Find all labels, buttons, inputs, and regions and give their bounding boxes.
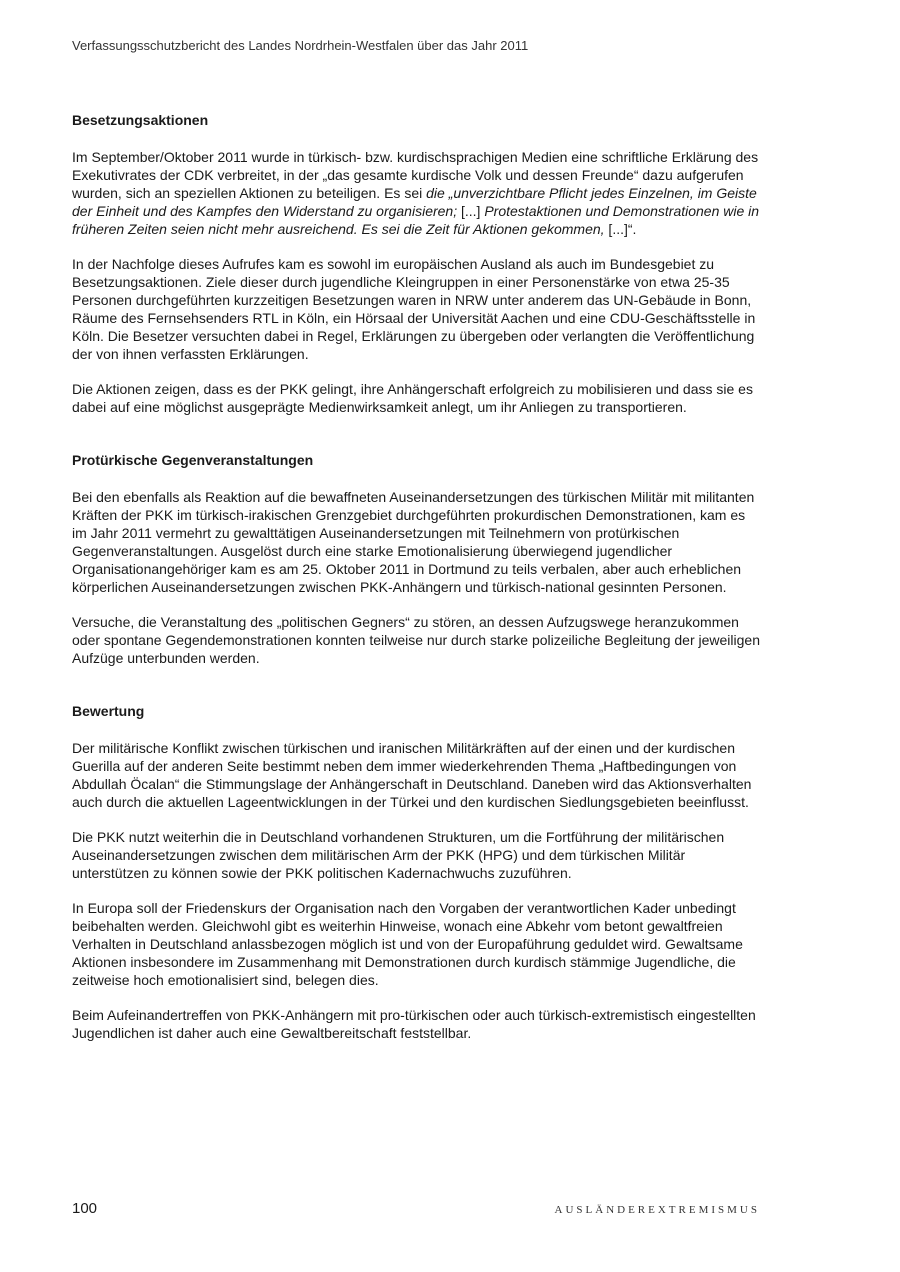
quote-segment: Protestaktionen und Demonstrationen wie in früheren Zeiten seien nicht mehr ausreichend. Es sei die Zeit für Aktionen gekommen,	[72, 203, 760, 237]
paragraph-gegenveranstaltungen-dortmund: Bei den ebenfalls als Reaktion auf die bewaffneten Auseinandersetzungen des türkischen Militär mit militanten Kräften der PKK im türkisch-irakischen Grenzgebiet durchgeführten prokurdischen Demonstrationen, kam es im Jahr 2011 vermehrt zu gewalttätigen Auseinandersetzungen mit Teilnehmern von protürkischen Gegenveranstaltungen. Ausgelöst durch eine starke Emotionalisierung überwiegend jugendlicher Organisationangehöriger kam es am 25. Oktober 2011 in Dortmund zu teils verbalen, aber auch erheblichen körperlichen Auseinandersetzungen zwischen PKK-Anhängern und türkisch-national gesinnten Personen.	[72, 489, 755, 595]
document-body	[72, 111, 762, 1042]
ellipsis-segment: [...]	[457, 203, 485, 219]
section-heading-besetzungsaktionen: Besetzungsaktionen	[72, 112, 209, 128]
paragraph-bewertung-gewaltbereitschaft: Beim Aufeinandertreffen von PKK-Anhängern mit pro-türkischen oder auch türkisch-extremistisch eingestellten Jugendlichen ist daher auch eine Gewaltbereitschaft feststellbar.	[72, 1007, 756, 1041]
section-heading-bewertung: Bewertung	[72, 703, 145, 719]
ellipsis-segment: [...]“.	[604, 221, 637, 237]
quote-segment: die „unverzichtbare Pflicht jedes Einzelnen, im Geiste der Einheit und des Kampfes den Widerstand zu organisieren;	[72, 185, 757, 219]
paragraph-bewertung-strukturen: Die PKK nutzt weiterhin die in Deutschland vorhandenen Strukturen, um die Fortführung der militärischen Auseinandersetzungen zwischen dem militärischen Arm der PKK (HPG) und dem türkischen Militär unterstützen zu können sowie der PKK politischen Kadernachwuchs zuzuführen.	[72, 829, 725, 881]
paragraph-besetzung-ziele: In der Nachfolge dieses Aufrufes kam es sowohl im europäischen Ausland als auch im Bundesgebiet zu Besetzungsaktionen. Ziele dieser durch jugendliche Kleingruppen in einer Personenstärke von etwa 25-35 Personen durchgeführten kurzzeitigen Besetzungen waren in NRW unter anderem das UN-Gebäude in Bonn, Räume des Fernsehsenders RTL in Köln, ein Hörsaal der Universität Aachen und eine CDU-Geschäftsstelle in Köln. Die Besetzer versuchten dabei in Regel, Erklärungen zu übergeben oder verlangten die Veröffentlichung der von ihnen verfassten Erklärungen.	[72, 256, 756, 362]
paragraph-gegenveranstaltungen-stoerung: Versuche, die Veranstaltung des „politischen Gegners“ zu stören, an dessen Aufzugswege heranzukommen oder spontane Gegendemonstrationen konnten teilweise nur durch starke polizeiliche Begleitung der jeweiligen Aufzüge unterbunden werden.	[72, 614, 760, 666]
paragraph-besetzung-mobilisierung: Die Aktionen zeigen, dass es der PKK gelingt, ihre Anhängerschaft erfolgreich zu mobilisieren und dass sie es dabei auf eine möglichst ausgeprägte Medienwirksamkeit anlegt, um ihr Anliegen zu transportieren.	[72, 381, 753, 415]
section-heading-gegenveranstaltungen: Protürkische Gegenveranstaltungen	[72, 452, 314, 468]
paragraph-besetzung-aufruf	[72, 148, 762, 238]
paragraph-bewertung-konflikt: Der militärische Konflikt zwischen türkischen und iranischen Militärkräften auf der einen und der kurdischen Guerilla auf der anderen Seite bestimmt neben dem immer wiederkehrenden Thema „Haftbedingungen von Abdullah Öcalan“ die Stimmungslage der Anhängerschaft in Deutschland. Daneben wird das Aktionsverhalten auch durch die aktuellen Lageentwicklungen in der Türkei und den kurdischen Siedlungsgebieten beeinflusst.	[72, 740, 752, 810]
running-footer: AUSLÄNDEREXTREMISMUS	[554, 1204, 760, 1216]
paragraph-segment: Im September/Oktober 2011 wurde in türkisch- bzw. kurdischsprachigen Medien eine schriftliche Erklärung des Exekutivrates der CDK verbreitet, in der „das gesamte kurdische Volk und dessen Freunde“ dazu aufgerufen wurden, sich an speziellen Aktionen zu beteiligen. Es sei	[72, 149, 759, 201]
page-number: 100	[72, 1200, 98, 1217]
running-header: Verfassungsschutzbericht des Landes Nordrhein-Westfalen über das Jahr 2011	[72, 38, 529, 53]
paragraph-bewertung-friedenskurs: In Europa soll der Friedenskurs der Organisation nach den Vorgaben der verantwortlichen Kader unbedingt beibehalten werden. Gleichwohl gibt es weiterhin Hinweise, wonach eine Abkehr vom betont gewaltfreien Verhalten in Deutschland anlassbezogen möglich ist und von der Europaführung geduldet wird. Gewaltsame Aktionen insbesondere im Zusammenhang mit Demonstrationen durch kurdisch stämmige Jugendliche, die zeitweise hoch emotionalisiert sind, belegen dies.	[72, 900, 743, 988]
